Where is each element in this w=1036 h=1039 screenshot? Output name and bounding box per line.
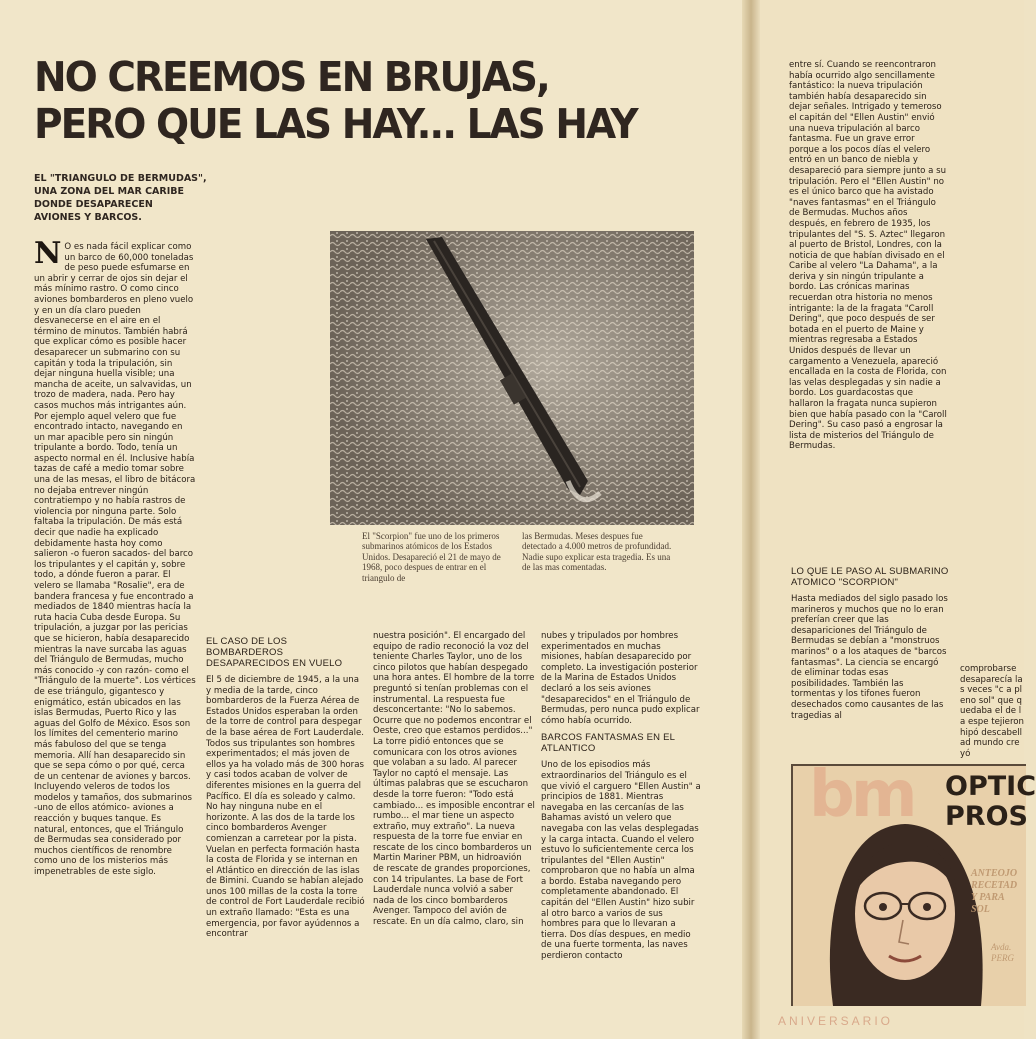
ad-title-line-1: OPTIC [945, 771, 1036, 802]
ad-address-line-2: PERG [991, 953, 1014, 963]
subhead-line-3: DONDE DESAPARECEN [34, 199, 153, 210]
ad-line-2: RECETAD [971, 880, 1018, 891]
column-5b-text: Hasta mediados del siglo pasado los marineros y muchos que no lo eran preferían creer que las desapariciones del Triángulo de Bermudas se debían a "monstruos marinos" o a los ataques de "barcos fantasmas". La ciencia se encargó de eliminar todas esas posibilidades. También las tormentas y los tifones fueron desechados como causantes de las tragedias al [791, 594, 948, 721]
ad-title-line-2: PROS [945, 801, 1028, 832]
column-2-text: El 5 de diciembre de 1945, a la una y media de la tarde, cinco bombarderos de la Fuerza Aérea de Estados Unidos esperaban la orden de la torre de control para despegar de la base aérea de Fort Lauderdale. Todos sus tripulantes son hombres experimentados; el más joven de ellos ya ha volado más de 300 horas y casi todos acaban de volver de diferentes misiones en la guerra del Pacífico. El día es soleado y calmo. No hay ninguna nube en el horizonte. A las dos de la tarde los cinco bombarderos Avenger comienzan a carretear por la pista. Vuelan en perfecta formación hasta la costa de Florida y se internan en el Atlántico en dirección de las islas de Bimini. Cuando se habían alejado unos 100 millas de la costa la torre de control de Fort Lauderdale recibió un extraño llamado: "Esta es una emergencia, por favor ayúdennos a encontrar [206, 675, 365, 940]
headline-line-2: PERO QUE LAS HAY... LAS HAY [34, 101, 637, 149]
submarine-photo [330, 231, 694, 525]
headline-line-1: NO CREEMOS EN BRUJAS, [34, 54, 549, 102]
column-4-text-a: nubes y tripulados por hombres experimentados en muchas misiones, habían desaparecido por completo. La investigación posterior de la Marina de Estados Unidos declaró a los seis aviones "desaparecidos" en el Triángulo de Bermudas, pero nunca pudo explicar cómo había ocurrido. [541, 631, 700, 726]
column-3-text: nuestra posición". El encargado del equipo de radio reconoció la voz del teniente Charles Taylor, uno de los cinco pilotos que habían despegado una hora antes. El hombre de la torre preguntó si tenían problemas con el instrumental. La respuesta fue desconcertante: "No lo sabemos. Ocurre que no podemos encontrar el Oeste, creo que estamos perdidos..." La torre pidió entonces que se comunicara con los otros aviones que volaban a su lado. Al parecer Taylor no captó el mensaje. Las últimas palabras que se escucharon desde la torre fueron: "Todo está cambiado... es imposible encontrar el rumbo... el mar tiene un aspecto extraño, muy extraño". La nueva respuesta de la torre fue enviar en rescate de los cinco bombarderos un Martin Mariner PBM, un hidroavión de rescate de grandes proporciones, con 14 tripulantes. La base de Fort Lauderdale nunca volvió a saber nada de los cinco bombarderos Avenger. Tampoco del avión de rescate. En un día calmo, claro, sin [373, 631, 535, 928]
headline [34, 54, 714, 149]
column-5-text: entre sí. Cuando se reencontraron había ocurrido algo sencillamente fantástico: la nueva tripulación también había desaparecido sin dejar señales. Intrigado y temeroso el capitán del "Ellen Austin" envió una nueva tripulación al barco fantasma. Fue un grave error porque a los pocos días el velero entró en un banco de niebla y desapareció para siempre junto a su tripulación. Pero el "Ellen Austin" no es el único barco que ha avistado "naves fantasmas" en el Triángulo de Bermudas. Muchos años después, en febrero de 1935, los tripulantes del "S. S. Aztec" llegaron al puerto de Bristol, Londres, con la noticia de que habían divisado en el Caribe al velero "La Dahama", a la deriva y sin ningún tripulante a bordo. Las crónicas marinas recuerdan otra historia no menos intrigante: la de la fragata "Caroll Dering", que poco después de ser botada en el puerto de Maine y mientras regresaba a Estados Unidos después de llevar un cargamento a Venezuela, apareció encallada en la costa de Florida, con las velas desplegadas y sin nadie a bordo. Los guardacostas que hallaron la fragata nunca supieron bien que había pasado con la "Caroll Dering". Su caso pasó a engrosar la lista de misterios del Triángulo de Bermudas. [789, 60, 947, 452]
column-1-text: O es nada fácil explicar como un barco de 60,000 toneladas de peso puede esfumarse en un abrir y cerrar de ojos sin dejar el más mínimo rastro. O como cinco aviones bombarderos en pleno vuelo y en un día claro pueden desvanecerse en el aire en el término de minutos. También habrá que explicar cómo es posible hacer desaparecer un submarino con su capitán y toda la tripulación, sin dejar ninguna huella visible; una mancha de aceite, un salvavidas, un trozo de madera, nada. Pero hay casos muchos más intrigantes aún. Por ejemplo aquel velero que fue encontrado intacto, navegando en un mar apacible pero sin ningún tripulante a bordo. Todo, tenía un aspecto normal en él. Inclusive había tazas de café a medio tomar sobre una de las mesas, el libro de bitácora no dejaba entrever ningún contratiempo y no había rastros de violencia por ninguna parte. Solo faltaba la tripulación. De más está decir que nadie ha explicado debidamente hasta hoy como salieron -o fueron sacados- del barco los tripulantes y el capitán y, sobre todo, a dónde fueron a parar. El velero se llamaba "Rosalie", era de bandera francesa y fue encontrado a mediados de 1840 mientras hacía la ruta hacia Cuba desde Europa. Su tripulación, a juzgar por las pericias que se hicieron, había desaparecido mientras la nave surcaba las aguas del Triángulo de Bermudas, mucho más conocido -y con razón- como el "Triángulo de la muerte". Los vértices de ese triángulo, gigantesco y enigmático, están ubicados en las islas Bermudas, Puerto Rico y las aguas del Golfo de México. Esos son los límites del cementerio marino más fabuloso del que se tenga memoria. Allí han desaparecido sin que se sepa cómo o por qué, cerca de un centenar de aviones y barcos. Incluyendo veleros de todos los modelos y tamaños, dos submarinos -uno de ellos atómico- aviones a reacción y buques tanque. Es natural, entonces, que el Triángulo de Bermudas sea considerado por muchos científicos de renombre como uno de los misterios más impenetrables de este siglo. [34, 242, 196, 878]
subhead-line-2: UNA ZONA DEL MAR CARIBE [34, 186, 184, 197]
article-column-3 [373, 631, 535, 1008]
ad-line-4: SOL [971, 904, 990, 915]
photo-caption-right: las Bermudas. Meses despues fue detectado a 4.000 metros de profundidad. Nadie supo explicar esta tragedia. Es una de las mas comentadas. [522, 531, 672, 573]
column-4-text-b: Uno de los episodios más extraordinarios del Triángulo es el que vivió el carguero "Ellen Austin" a principios de 1881. Mientras navegaba en las cercanías de las Bahamas avistó un velero que navegaba con las velas desplegadas y la carga intacta. Cuando el velero estuvo lo suficientemente cerca los tripulantes del "Ellen Austin" comprobaron que no había un alma a bordo. Estaba navegando pero completamente abandonado. El capitán del "Ellen Austin" hizo subir al otro barco a varios de sus hombres para que lo llevaran a tierra. Dos días despues, en medio de una fuerte tormenta, las naves perdieron contacto [541, 760, 701, 962]
ad-title [945, 772, 1036, 832]
ad-line-1: ANTEOJO [971, 868, 1018, 879]
subheadline [34, 172, 244, 224]
article-column-6-fragment [960, 664, 1024, 760]
column-6-text: comprobarse desaparecía las veces "c a pleno sol" que quedaba el de la espe tejieron hipó descabellad mundo creyó [960, 664, 1025, 759]
section-title-bombers: EL CASO DE LOS BOMBARDEROS DESAPARECIDOS EN VUELO [206, 636, 343, 669]
article-column-5 [789, 60, 947, 526]
optician-advertisement [791, 758, 1036, 1006]
article-column-2 [206, 636, 366, 1008]
ad-tagline [971, 868, 1017, 916]
ad-address-line-1: Avda. [991, 942, 1012, 952]
article-column-4 [541, 631, 701, 1008]
ad-address [991, 942, 1014, 964]
section-title-ghost-ships: BARCOS FANTASMAS EN EL ATLANTICO [541, 732, 675, 755]
article-column-5b [791, 566, 949, 760]
ad-logo: bm [809, 758, 914, 832]
page-gutter [742, 0, 760, 1039]
article-column-1 [34, 236, 196, 1007]
submarine-photo-image [330, 231, 694, 525]
subhead-line-4: AVIONES Y BARCOS. [34, 212, 142, 223]
section-title-scorpion: LO QUE LE PASO AL SUBMARINO ATOMICO "SCORPION" [791, 566, 949, 588]
photo-caption-left: El "Scorpion" fue uno de los primeros submarinos atómicos de los Estados Unidos. Desapareció el 21 de mayo de 1968, poco despues de entrar en el triangulo de [362, 531, 501, 583]
subhead-line-1: EL "TRIANGULO DE BERMUDAS", [34, 173, 207, 184]
ad-line-3: Y PARA [971, 892, 1005, 903]
ad-anniversary: ANIVERSARIO [778, 1014, 894, 1028]
drop-cap: N [34, 236, 62, 271]
